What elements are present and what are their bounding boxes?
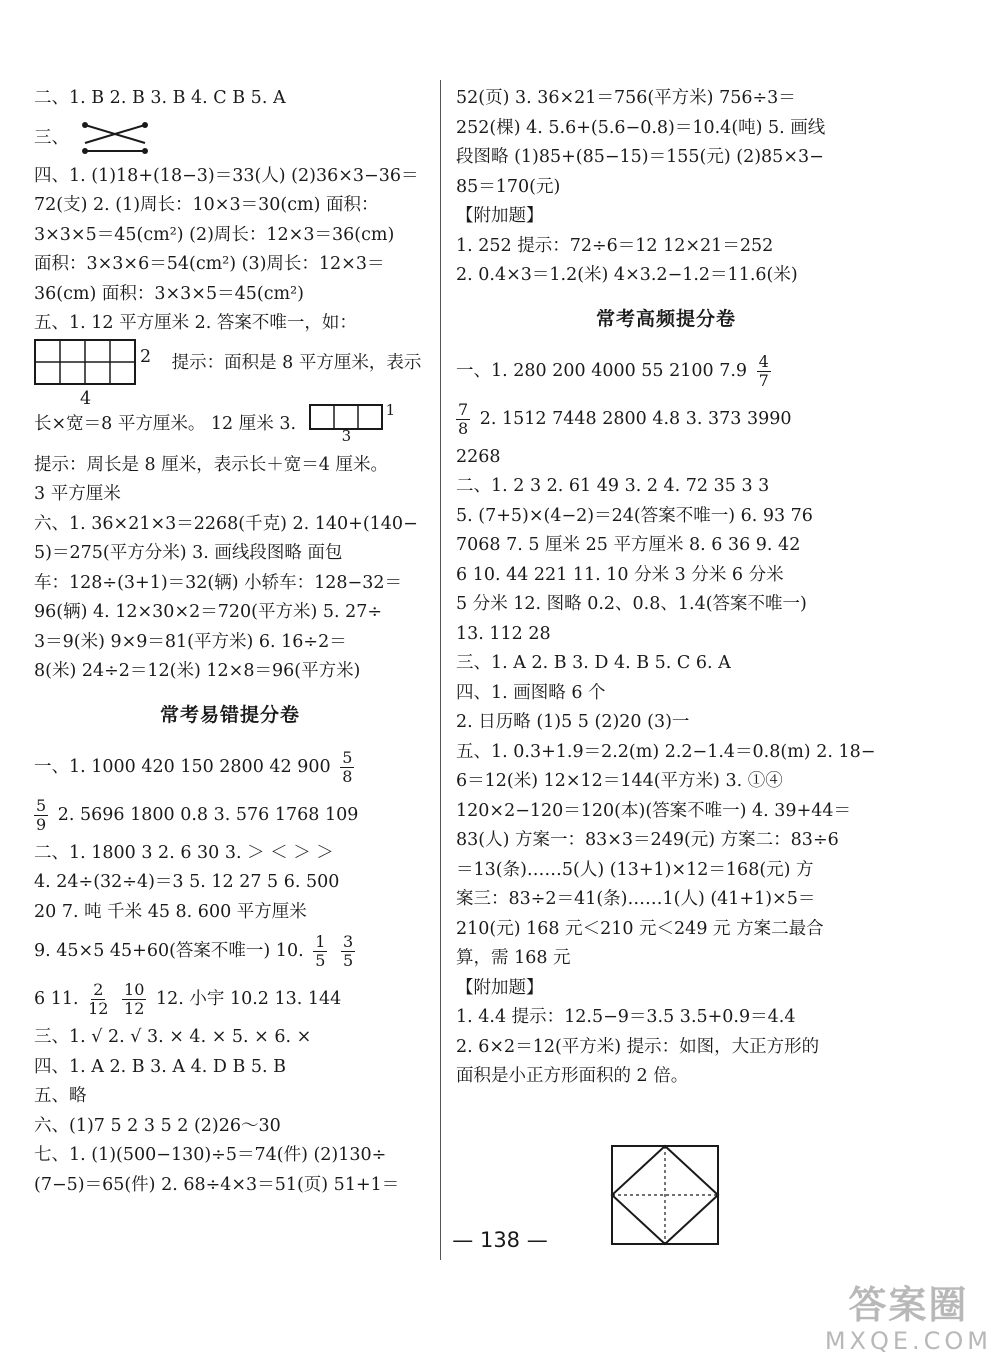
answer-line: 83(人) 方案一：83×3＝249(元) 方案二：83÷6 — [456, 830, 839, 850]
answer-line: 252(棵) 4. 5.6+(5.6−0.8)＝10.4(吨) 5. 画线 — [456, 117, 826, 138]
answer-text: 12. 小宇 10.2 13. 144 — [155, 989, 342, 1009]
fraction — [313, 933, 327, 970]
answer-line — [34, 975, 426, 1023]
answer-line: 3×3×5＝45(cm²) (2)周长：12×3＝36(cm) — [34, 224, 395, 245]
grid-4x2-icon — [34, 339, 152, 387]
answer-line: 72(支) 2. (1)周长：10×3＝30(cm) 面积： — [34, 195, 379, 215]
answer-line: 1. 4.4 提示：12.5−9＝3.5 3.5+0.9＝4.4 — [456, 1007, 796, 1027]
answer-line: 7068 7. 5 厘米 25 平方厘米 8. 6 36 9. 42 — [456, 535, 801, 555]
section-heading: 常考高频提分卷 — [595, 307, 736, 330]
answer-line: 6 10. 44 221 11. 10 分米 3 分米 6 分米 — [456, 564, 784, 585]
answer-line: 二、1. 1800 3 2. 6 30 3. ＞ ＜ ＞ ＞ — [34, 842, 334, 863]
fraction-numerator: 4 — [758, 351, 769, 371]
answer-line: 【附加题】 — [456, 977, 544, 998]
answer-line — [34, 791, 426, 839]
fraction-denominator: 7 — [758, 370, 769, 390]
watermark-title: 答案圈 — [848, 1283, 969, 1327]
three-cell-figure — [302, 400, 396, 445]
answer-line: 四、1. A 2. B 3. A 4. D B 5. B — [34, 1056, 286, 1077]
answer-line: 52(页) 3. 36×21＝756(平方米) 756÷3＝ — [456, 88, 796, 108]
answer-line: ＝13(条)……5(人) (13+1)×12＝168(元) 方 — [456, 859, 814, 880]
fraction-numerator: 7 — [458, 399, 469, 419]
answer-line: 1. 252 提示：72÷6＝12 12×21＝252 — [456, 235, 774, 256]
answer-line: 四、1. (1)18+(18−3)＝33(人) (2)36×3−36＝ — [34, 165, 419, 186]
answer-line: 5)＝275(平方分米) 3. 画线段图略 面包 — [34, 543, 343, 563]
section-label: 三、 — [34, 127, 69, 148]
answer-line: 五、略 — [34, 1086, 87, 1106]
answer-line: 3＝9(米) 9×9＝81(平方米) 6. 16÷2＝ — [34, 631, 347, 652]
matching-lines-figure — [81, 117, 153, 159]
figure-side-label: 1 — [385, 400, 396, 419]
answer-line: 三、1. A 2. B 3. D 4. B 5. C 6. A — [456, 653, 731, 673]
answer-line: 120×2−120＝120(本)(答案不唯一) 4. 39+44＝ — [456, 800, 851, 821]
fraction — [341, 933, 355, 970]
answer-line: 6＝12(米) 12×12＝144(平方米) 3. ①④ — [456, 771, 783, 791]
figure-bottom-label: 3 — [341, 426, 352, 445]
answer-line: 5 分米 12. 图略 0.2、0.8、1.4(答案不唯一) — [456, 594, 807, 614]
page-number: — 138 — — [452, 1228, 548, 1252]
answer-line: 5. (7+5)×(4−2)＝24(答案不唯一) 6. 93 76 — [456, 505, 813, 526]
fraction — [456, 401, 470, 438]
fraction — [757, 353, 771, 390]
answer-line: 3 平方厘米 — [34, 484, 121, 504]
answer-line: 210(元) 168 元＜210 元＜249 元 方案二最合 — [456, 918, 824, 939]
answer-text: 一、1. 280 200 4000 55 2100 7.9 — [456, 360, 748, 381]
left-column — [34, 84, 426, 1200]
fraction — [88, 981, 108, 1018]
answer-line: 四、1. 画图略 6 个 — [456, 682, 606, 703]
section-heading: 常考易错提分卷 — [159, 703, 300, 726]
answer-line: 二、1. B 2. B 3. B 4. C B 5. A — [34, 88, 286, 108]
answer-line-grid-figure — [34, 339, 426, 409]
answer-line: 4. 24÷(32÷4)＝3 5. 12 27 5 6. 500 — [34, 872, 340, 892]
watermark-url: MXQE.COM — [824, 1327, 992, 1355]
answer-line-matching — [34, 114, 426, 162]
answer-line: 13. 112 28 — [456, 623, 551, 644]
column-divider — [440, 80, 441, 1260]
fraction-numerator: 2 — [93, 980, 104, 999]
answer-text: 长×宽＝8 平方厘米。 12 厘米 3. — [34, 413, 297, 434]
figure-bottom-label: 4 — [80, 388, 92, 409]
figure-side-label: 2 — [140, 346, 152, 367]
answer-line: 提示：周长是 8 厘米，表示长＋宽＝4 厘米。 — [34, 454, 388, 475]
answer-line: 85＝170(元) — [456, 176, 561, 197]
hint-text: 提示：面积是 8 平方厘米，表示 — [171, 352, 422, 373]
fraction-denominator: 9 — [36, 814, 47, 834]
answer-line: 【附加题】 — [456, 206, 544, 226]
answer-line: 面积：3×3×6＝54(cm²) (3)周长：12×3＝ — [34, 254, 385, 274]
answer-line: 2. 日历略 (1)5 5 (2)20 (3)一 — [456, 712, 690, 732]
fraction-numerator: 3 — [342, 932, 354, 951]
answer-line: 2268 — [456, 446, 501, 467]
rectangle-grid-figure — [34, 339, 152, 409]
answer-line: 8(米) 24÷2＝12(米) 12×8＝96(平方米) — [34, 661, 361, 681]
answer-line-small-figure — [34, 400, 426, 451]
answer-text: 2. 1512 7448 2800 4.8 3. 373 3990 — [479, 408, 792, 429]
answer-line: 2. 0.4×3＝1.2(米) 4×3.2−1.2＝11.6(米) — [456, 265, 798, 285]
answer-line — [456, 347, 876, 395]
answer-line: 96(辆) 4. 12×30×2＝720(平方米) 5. 27÷ — [34, 602, 383, 622]
answer-line: 三、1. √ 2. √ 3. × 4. × 5. × 6. × — [34, 1027, 312, 1047]
answer-text: 一、1. 1000 420 150 2800 42 900 — [34, 756, 331, 777]
answer-line: 七、1. (1)(500−130)÷5＝74(件) (2)130÷ — [34, 1145, 387, 1165]
fraction-denominator: 5 — [342, 951, 354, 970]
watermark-logo — [825, 1283, 992, 1355]
answer-line: 六、1. 36×21×3＝2268(千克) 2. 140+(140− — [34, 513, 418, 534]
fraction — [122, 981, 146, 1018]
fraction-numerator: 5 — [342, 747, 353, 767]
fraction — [34, 797, 48, 834]
answer-line: 面积是小正方形面积的 2 倍。 — [456, 1066, 689, 1086]
answer-text: 6 11. — [34, 989, 79, 1009]
answer-text: 9. 45×5 45+60(答案不唯一) 10. — [34, 941, 304, 961]
fraction-denominator: 12 — [88, 999, 109, 1018]
answer-line: 案三：83÷2＝41(条)……1(人) (41+1)×5＝ — [456, 889, 816, 909]
fraction — [340, 749, 354, 786]
right-column — [456, 84, 876, 1092]
fraction-denominator: 5 — [315, 951, 326, 970]
answer-line — [456, 395, 876, 443]
fraction-numerator: 10 — [124, 980, 145, 999]
answer-line: 车：128÷(3+1)＝32(辆) 小轿车：128−32＝ — [34, 572, 402, 593]
answer-line: 36(cm) 面积：3×3×5＝45(cm²) — [34, 283, 304, 304]
answer-text: 2. 5696 1800 0.8 3. 576 1768 109 — [57, 804, 359, 825]
answer-line: 六、(1)7 5 2 3 5 2 (2)26～30 — [34, 1115, 281, 1136]
answer-line: 五、1. 12 平方厘米 2. 答案不唯一，如： — [34, 313, 357, 333]
answer-line: 段图略 (1)85+(85−15)＝155(元) (2)85×3− — [456, 147, 824, 167]
fraction-numerator: 1 — [315, 932, 326, 951]
fraction-denominator: 8 — [342, 766, 353, 786]
answer-line — [34, 743, 426, 791]
answer-line: 算，需 168 元 — [456, 948, 571, 968]
fraction-denominator: 12 — [124, 999, 145, 1018]
answer-line — [34, 927, 426, 975]
fraction-denominator: 8 — [458, 418, 469, 438]
answer-line: 2. 6×2＝12(平方米) 提示：如图，大正方形的 — [456, 1036, 820, 1057]
answer-line: (7−5)＝65(件) 2. 68÷4×3＝51(页) 51+1＝ — [34, 1174, 400, 1195]
answer-line: 二、1. 2 3 2. 61 49 3. 2 4. 72 35 3 3 — [456, 476, 770, 496]
fraction-numerator: 5 — [36, 795, 47, 815]
answer-line: 五、1. 0.3+1.9＝2.2(m) 2.2−1.4＝0.8(m) 2. 18− — [456, 741, 876, 762]
answer-line: 20 7. 吨 千米 45 8. 600 平方厘米 — [34, 901, 307, 922]
